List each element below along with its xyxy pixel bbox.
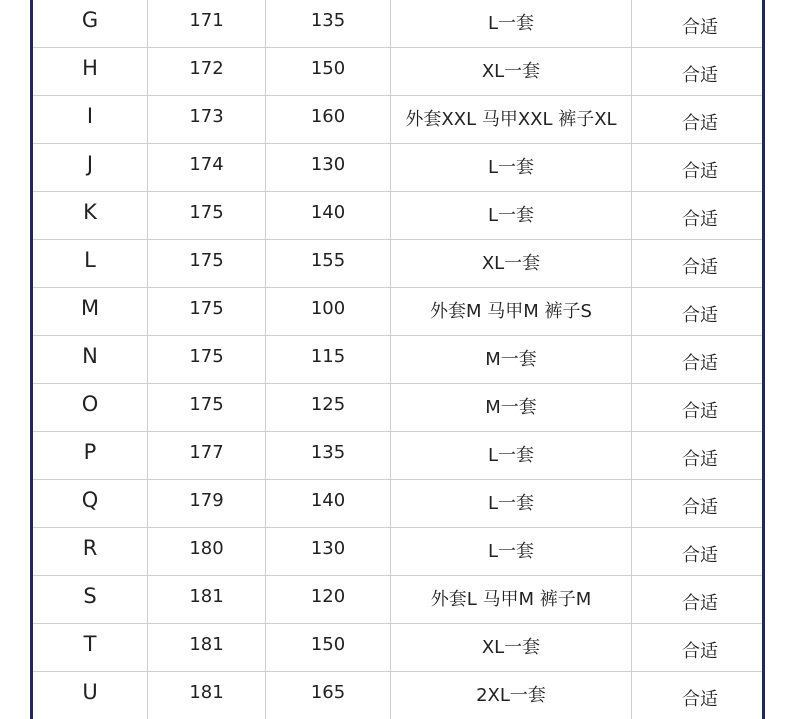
weight-cell-text: 115 [310,345,346,367]
fit-cell [632,336,766,384]
height-cell [148,144,266,192]
weight-cell-text: 140 [310,489,346,511]
table-row [33,288,766,336]
weight-cell [266,336,391,384]
fit-cell [632,48,766,96]
fit-cell [632,576,766,624]
height-cell [148,384,266,432]
weight-cell [266,240,391,288]
height-cell-text: 181 [189,681,224,703]
fit-cell [632,0,766,48]
size-cell-text: L一套 [487,444,535,466]
row-letter-text: L [84,248,96,272]
weight-cell [266,384,391,432]
size-cell [391,480,632,528]
size-cell-text: 外套M 马甲M 裤子S [430,300,592,322]
fit-cell-text: 合适 [682,352,718,374]
weight-cell [266,192,391,240]
weight-cell-text: 135 [310,441,346,463]
fit-cell-text: 合适 [682,64,718,86]
table-row [33,528,766,576]
size-cell-text: XL一套 [481,60,541,82]
fit-cell [632,528,766,576]
weight-cell [266,0,391,48]
height-cell [148,240,266,288]
size-cell [391,48,632,96]
row-letter-text: Q [81,488,99,512]
table-row [33,96,766,144]
height-cell-text: 175 [189,297,224,319]
table-row [33,0,766,48]
row-letter [33,96,148,144]
table-row [33,672,766,719]
fit-cell-text: 合适 [682,16,718,38]
table-row [33,624,766,672]
weight-cell-text: 135 [310,9,346,31]
weight-cell-text: 100 [310,297,346,319]
weight-cell-text: 140 [310,201,346,223]
size-cell-text: 外套L 马甲M 裤子M [430,588,592,610]
row-letter [33,576,148,624]
table-row [33,240,766,288]
height-cell-text: 171 [189,9,224,31]
weight-cell [266,288,391,336]
row-letter-text: G [81,8,99,32]
fit-cell-text: 合适 [682,688,718,710]
height-cell [148,96,266,144]
height-cell-text: 175 [189,249,224,271]
size-cell [391,432,632,480]
weight-cell-text: 130 [310,537,346,559]
weight-cell-text: 125 [310,393,346,415]
row-letter-text: M [80,296,100,320]
weight-cell [266,96,391,144]
fit-cell [632,96,766,144]
table-row [33,336,766,384]
fit-cell [632,624,766,672]
row-letter-text: K [83,200,97,224]
weight-cell [266,624,391,672]
row-letter [33,624,148,672]
fit-cell-text: 合适 [682,112,718,134]
size-cell [391,336,632,384]
table-body [33,0,766,719]
row-letter [33,288,148,336]
height-cell [148,480,266,528]
weight-cell [266,576,391,624]
fit-cell-text: 合适 [682,400,718,422]
row-letter-text: O [81,392,99,416]
size-fit-table [32,0,765,719]
row-letter [33,48,148,96]
row-letter-text: N [82,344,98,368]
size-cell-text: L一套 [487,12,535,34]
fit-cell-text: 合适 [682,256,718,278]
fit-cell-text: 合适 [682,592,718,614]
row-letter-text: P [83,440,97,464]
size-table-frame [30,0,765,719]
fit-cell-text: 合适 [682,304,718,326]
fit-cell [632,432,766,480]
weight-cell [266,528,391,576]
fit-cell-text: 合适 [682,640,718,662]
size-cell [391,576,632,624]
height-cell [148,576,266,624]
height-cell-text: 172 [189,57,224,79]
height-cell-text: 175 [189,393,224,415]
weight-cell [266,480,391,528]
weight-cell [266,672,391,719]
row-letter [33,144,148,192]
height-cell [148,288,266,336]
size-cell [391,96,632,144]
row-letter [33,0,148,48]
height-cell-text: 174 [189,153,224,175]
size-cell-text: M一套 [485,396,537,418]
row-letter [33,432,148,480]
size-cell-text: 2XL一套 [476,684,546,706]
table-row [33,384,766,432]
height-cell [148,336,266,384]
row-letter [33,384,148,432]
weight-cell-text: 120 [310,585,346,607]
height-cell [148,48,266,96]
weight-cell [266,144,391,192]
table-row [33,192,766,240]
fit-cell [632,288,766,336]
fit-cell [632,192,766,240]
row-letter [33,672,148,719]
fit-cell-text: 合适 [682,448,718,470]
size-cell-text: 外套XXL 马甲XXL 裤子XL [405,108,617,130]
size-cell-text: L一套 [487,540,535,562]
height-cell-text: 175 [189,345,224,367]
size-cell [391,240,632,288]
fit-cell [632,672,766,719]
size-cell [391,192,632,240]
height-cell-text: 179 [189,489,224,511]
height-cell-text: 180 [189,537,224,559]
row-letter-text: I [86,104,94,128]
size-cell-text: L一套 [487,204,535,226]
table-row [33,576,766,624]
size-cell [391,384,632,432]
weight-cell-text: 150 [310,633,346,655]
weight-cell [266,432,391,480]
table-row [33,432,766,480]
size-cell-text: L一套 [487,156,535,178]
size-cell-text: M一套 [485,348,537,370]
height-cell [148,528,266,576]
fit-cell [632,240,766,288]
height-cell-text: 177 [189,441,224,463]
weight-cell-text: 150 [310,57,346,79]
row-letter-text: H [82,56,98,80]
fit-cell-text: 合适 [682,160,718,182]
size-cell [391,624,632,672]
row-letter-text: U [82,680,98,704]
table-row [33,48,766,96]
row-letter [33,336,148,384]
height-cell [148,192,266,240]
fit-cell-text: 合适 [682,496,718,518]
fit-cell [632,480,766,528]
height-cell [148,0,266,48]
size-cell [391,288,632,336]
fit-cell-text: 合适 [682,208,718,230]
size-cell-text: L一套 [487,492,535,514]
weight-cell-text: 130 [310,153,346,175]
weight-cell [266,48,391,96]
row-letter-text: J [86,152,94,176]
height-cell-text: 181 [189,633,224,655]
row-letter [33,192,148,240]
table-row [33,480,766,528]
size-cell [391,672,632,719]
size-cell-text: XL一套 [481,636,541,658]
height-cell-text: 173 [189,105,224,127]
table-row [33,144,766,192]
fit-cell [632,384,766,432]
row-letter-text: R [82,536,98,560]
height-cell [148,624,266,672]
row-letter [33,480,148,528]
weight-cell-text: 160 [310,105,346,127]
height-cell [148,432,266,480]
row-letter [33,528,148,576]
size-cell-text: XL一套 [481,252,541,274]
height-cell [148,672,266,719]
fit-cell [632,144,766,192]
row-letter [33,240,148,288]
weight-cell-text: 165 [310,681,346,703]
size-cell [391,0,632,48]
fit-cell-text: 合适 [682,544,718,566]
size-cell [391,528,632,576]
weight-cell-text: 155 [310,249,346,271]
row-letter-text: S [83,584,97,608]
row-letter-text: T [83,632,97,656]
height-cell-text: 175 [189,201,224,223]
height-cell-text: 181 [189,585,224,607]
size-cell [391,144,632,192]
